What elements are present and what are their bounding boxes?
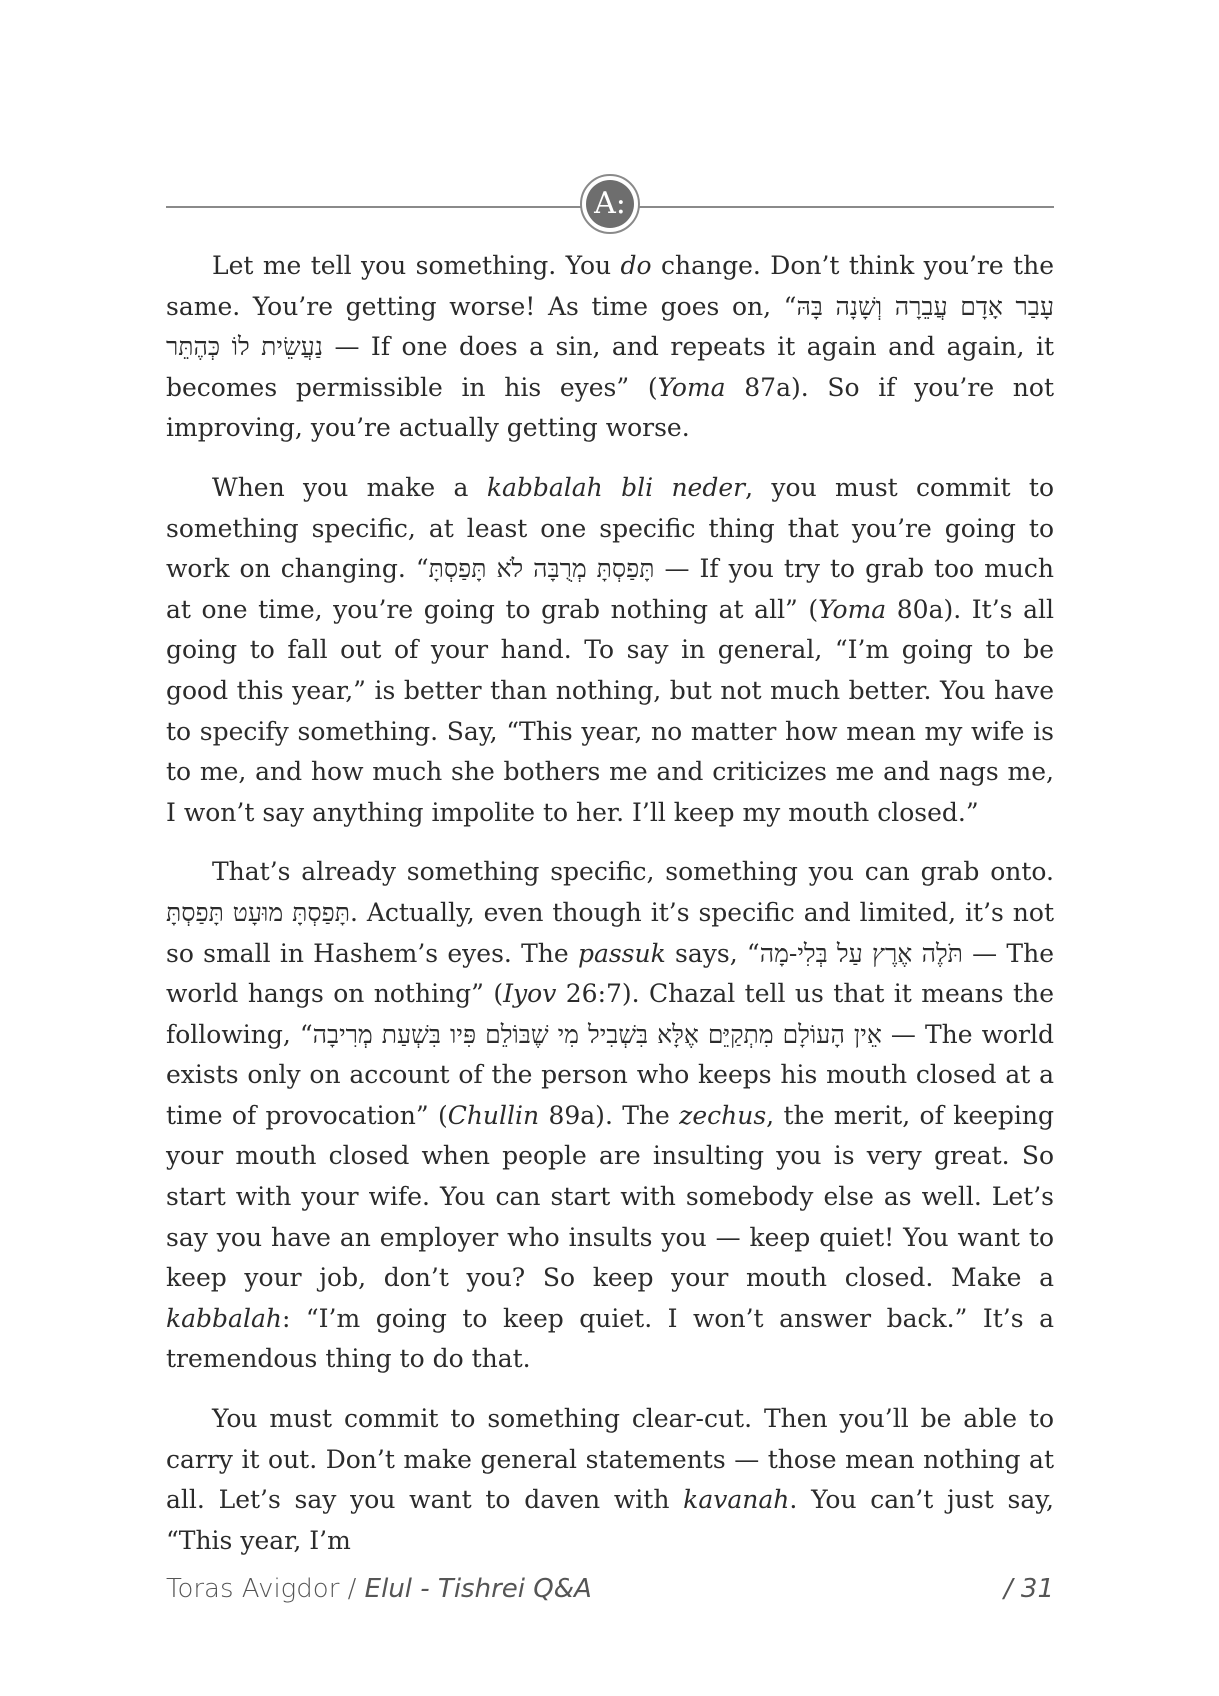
italic-term: Iyov: [503, 979, 557, 1009]
hebrew-quote: תָּפַסְתָּ מְרֻבָּה לֹא תָּפַסְתָּ: [428, 554, 655, 584]
text-run: You must commit to something clear-cut. Then you’ll be able to carry it out. Don’t make general statements — those mean nothing at all. Let’s say you want to daven with: [166, 1404, 1054, 1515]
paragraph: [166, 852, 1054, 1380]
page-number: / 31: [1003, 1574, 1054, 1604]
italic-term: passuk: [577, 938, 666, 968]
text-run: says, “: [665, 938, 760, 968]
text-run: 89a). The: [539, 1100, 680, 1130]
text-run: change. Don’t think you’re the same. You’re getting worse! As time goes on, “: [166, 251, 1054, 321]
paragraph: [166, 468, 1054, 833]
italic-term: zechus: [679, 1100, 767, 1130]
hebrew-quote: אֵין הָעוֹלָם מִתְקַיֵּם אֶלָּא בִּשְׁבִיל מִי שֶׁבּוֹלֵם פִּיו בִּשְׁעַת מְרִיבָה: [312, 1019, 882, 1049]
text-run: — The world exists only on account of the person who keeps his mouth closed at a time of provocation” (: [166, 1019, 1054, 1130]
text-run: That’s already something specific, something you can grab onto.: [212, 857, 1054, 887]
italic-term: do: [620, 251, 652, 280]
text-run: . Actually, even though it’s specific and limited, it’s not so small in Hashem’s eyes. The: [166, 897, 1055, 968]
section-title: Elul - Tishrei Q&A: [364, 1574, 592, 1604]
italic-term: Chullin: [447, 1100, 540, 1130]
answer-badge: [580, 174, 640, 234]
text-run: 26:7). Chazal tell us that it means the following, “: [166, 979, 1054, 1049]
text-run: — The world hangs on nothing” (: [166, 938, 1054, 1009]
running-footer-title: [166, 1574, 592, 1604]
italic-term: Yoma: [657, 372, 726, 402]
text-run: — If one does a sin, and repeats it again and again, it becomes permissible in his eyes” (: [166, 332, 1054, 402]
hebrew-quote: תֹּלֶה אֶרֶץ עַל בְּלִי-מָה: [759, 938, 963, 968]
text-run: 80a). It’s all going to fall out of your hand. To say in general, “I’m going to be good this year,” is better than nothing, but not much better. You have to specify something. Say, “This year, no matter how mean my wife is to me, and how much she bothers me and criticizes me and nags me, I won’t say anything impolite to her. I’ll keep my mouth closed.”: [166, 594, 1054, 827]
text-run: , you must commit to something specific, at least one specific thing that you’re going to work on changing. “: [166, 472, 1054, 584]
text-run: When you make a: [212, 472, 487, 502]
text-run: , the merit, of keeping your mouth closed when people are insulting you is very great. So start with your wife. You can start with somebody else as well. Let’s say you have an employer who insults you — keep quiet! You want to keep your job, don’t you? So keep your mouth closed. Make a: [166, 1100, 1055, 1293]
text-run: — If you try to grab too much at one time, you’re going to grab nothing at all” (: [166, 554, 1054, 624]
paragraph: [166, 1399, 1054, 1561]
text-run: : “I’m going to keep quiet. I won’t answer back.” It’s a tremendous thing to do that.: [166, 1303, 1054, 1374]
text-run: Let me tell you something. You: [212, 251, 621, 280]
answer-badge-label: A:: [586, 180, 634, 228]
paragraph: [166, 246, 1054, 449]
book-title: Toras Avigdor /: [166, 1574, 365, 1604]
hebrew-quote: תָּפַסְתָּ מוּעָט תָּפַסְתָּ: [166, 897, 350, 927]
italic-term: kabbalah: [166, 1303, 282, 1333]
italic-term: kabbalah bli neder: [486, 472, 746, 502]
italic-term: kavanah: [683, 1485, 790, 1515]
text-run: . You can’t just say, “This year, I’m: [166, 1485, 1054, 1555]
body-text: [166, 246, 1054, 1580]
text-run: 87a). So if you’re not improving, you’re actually getting worse.: [166, 372, 1055, 443]
hebrew-quote: עָבַר אָדָם עֲבֵרָה וְשָׁנָה בָּהּ נַעֲשֵׂית לוֹ כְּהֶתֵּר: [166, 291, 1054, 362]
italic-term: Yoma: [818, 594, 887, 624]
